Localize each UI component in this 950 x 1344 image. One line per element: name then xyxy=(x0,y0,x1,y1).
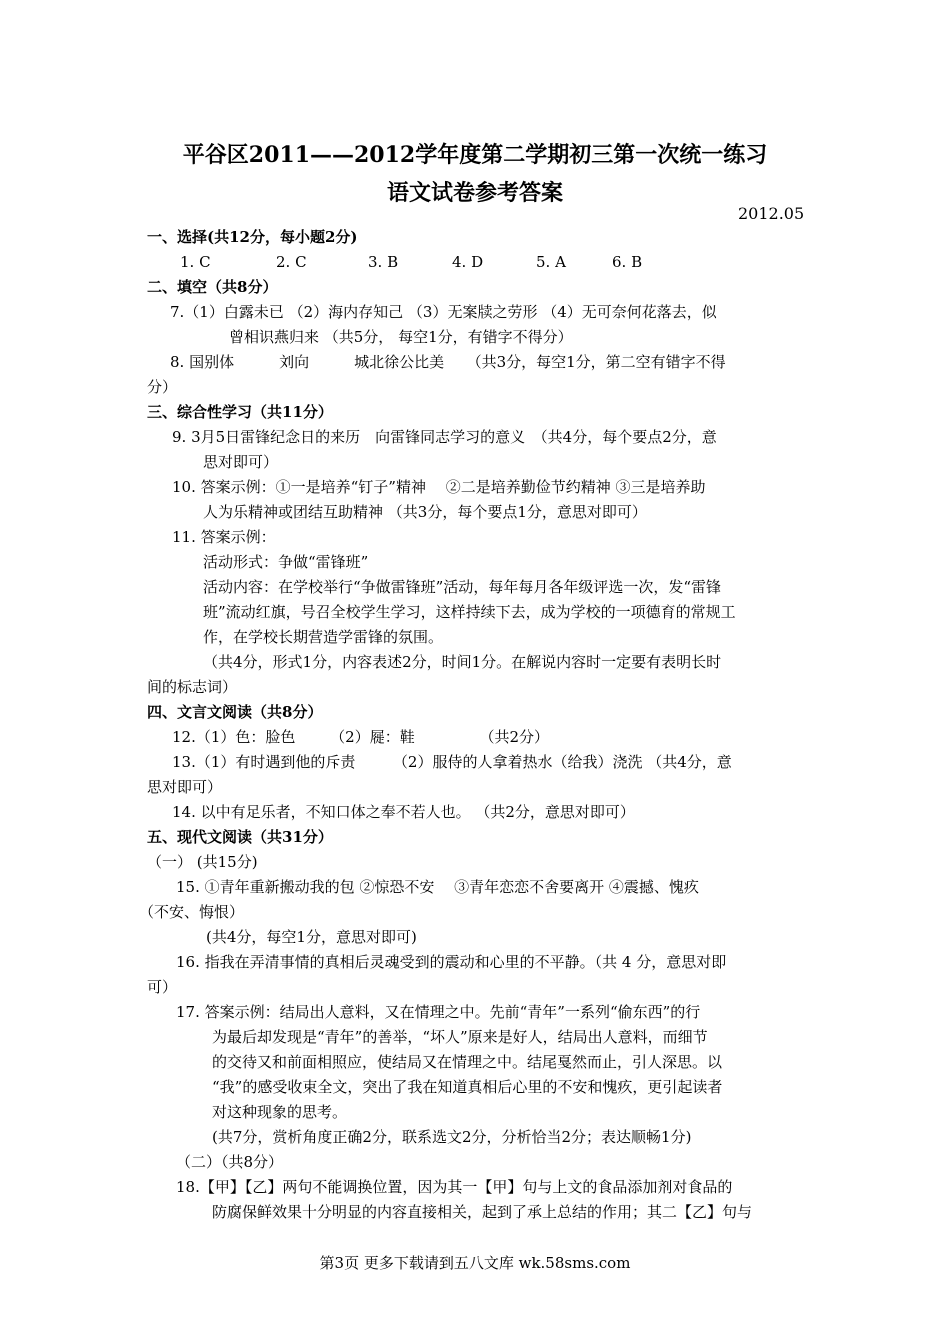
q17-line-5: 对这种现象的思考。 xyxy=(212,1103,348,1121)
q17-line-6: (共7分，赏析角度正确2分，联系选文2分，分析恰当2分；表达顺畅1分) xyxy=(212,1128,692,1146)
q11-line-1: 11. 答案示例： xyxy=(172,528,276,546)
q11-line-3: 活动内容：在学校举行“争做雷锋班”活动，每年每月各年级评选一次，发“雷锋 xyxy=(203,578,722,596)
title-line-1: 平谷区2011——2012学年度第二学期初三第一次统一练习 xyxy=(182,142,768,168)
section-4-heading: 四、文言文阅读（共8分） xyxy=(147,703,323,721)
q17-line-3: 的交待又和前面相照应，使结局又在情理之中。结尾戛然而止，引人深思。以 xyxy=(212,1053,723,1071)
q7-line-2: 曾相识燕归来 （共5分， 每空1分，有错字不得分） xyxy=(229,328,573,346)
q8-line-1: 8. 国别体 刘向 城北徐公比美 （共3分，每空1分，第二空有错字不得 xyxy=(170,353,726,371)
page-footer: 第3页 更多下载请到五八文库 wk.58sms.com xyxy=(319,1254,631,1272)
answer-4: 4. D xyxy=(452,253,484,271)
q8-line-2: 分） xyxy=(147,378,178,396)
subsection-2: （二）（共8分） xyxy=(176,1153,284,1171)
q13-line-1: 13.（1）有时遇到他的斥责 （2）服侍的人拿着热水（给我）浇洗 （共4分，意 xyxy=(172,753,732,771)
q15-line-3: (共4分，每空1分，意思对即可) xyxy=(206,928,417,946)
section-3-heading: 三、综合性学习（共11分） xyxy=(147,403,333,421)
q17-line-1: 17. 答案示例：结局出人意料，又在情理之中。先前“青年”一系列“偷东西”的行 xyxy=(176,1003,701,1021)
q13-line-2: 思对即可） xyxy=(147,778,223,796)
q17-line-2: 为最后却发现是“青年”的善举，“坏人”原来是好人，结局出人意料，而细节 xyxy=(212,1028,708,1046)
date: 2012.05 xyxy=(738,204,805,223)
answer-1: 1. C xyxy=(180,253,211,271)
q10-line-2: 人为乐精神或团结互助精神 （共3分，每个要点1分，意思对即可） xyxy=(203,503,647,521)
q11-line-6: （共4分，形式1分，内容表述2分，时间1分。在解说内容时一定要有表明长时 xyxy=(203,653,722,671)
q12: 12.（1）色：脸色 （2）屣：鞋 （共2分） xyxy=(172,728,550,746)
title-line-2: 语文试卷参考答案 xyxy=(386,180,563,206)
q17-line-4: “我”的感受收束全文，突出了我在知道真相后心里的不安和愧疚，更引起读者 xyxy=(212,1078,723,1096)
q11-line-2: 活动形式：争做“雷锋班” xyxy=(203,553,369,571)
q11-line-7: 间的标志词） xyxy=(147,678,238,696)
answer-3: 3. B xyxy=(368,253,399,271)
q9-line-2: 思对即可） xyxy=(203,453,279,471)
q10-line-1: 10. 答案示例：①一是培养“钉子”精神 ②二是培养勤俭节约精神 ③三是培养助 xyxy=(172,478,706,496)
q16-line-2: 可） xyxy=(147,978,178,996)
q9-line-1: 9. 3月5日雷锋纪念日的来历 向雷锋同志学习的意义 （共4分，每个要点2分，意 xyxy=(172,428,717,446)
section-1-heading: 一、选择(共12分，每小题2分) xyxy=(147,228,358,246)
q18-line-2: 防腐保鲜效果十分明显的内容直接相关，起到了承上总结的作用；其二【乙】句与 xyxy=(212,1203,753,1221)
q14: 14. 以中有足乐者，不知口体之奉不若人也。 （共2分，意思对即可） xyxy=(172,803,635,821)
q16-line-1: 16. 指我在弄清事情的真相后灵魂受到的震动和心里的不平静。（共 4 分，意思对即 xyxy=(176,953,727,971)
q15-line-2: （不安、悔恨） xyxy=(139,903,245,921)
section-5-heading: 五、现代文阅读（共31分） xyxy=(147,828,333,846)
q11-line-5: 作，在学校长期营造学雷锋的氛围。 xyxy=(203,628,444,646)
answer-6: 6. B xyxy=(612,253,643,271)
answer-5: 5. A xyxy=(536,253,566,271)
q15-line-1: 15. ①青年重新搬动我的包 ②惊恐不安 ③青年恋恋不舍要离开 ④震撼、愧疚 xyxy=(176,878,699,896)
subsection-1: （一） (共15分) xyxy=(147,853,258,871)
q11-line-4: 班”流动红旗，号召全校学生学习，这样持续下去，成为学校的一项德育的常规工 xyxy=(203,603,736,621)
q18-line-1: 18.【甲】【乙】两句不能调换位置，因为其一【甲】句与上文的食品添加剂对食品的 xyxy=(176,1178,733,1196)
answer-2: 2. C xyxy=(276,253,307,271)
section-2-heading: 二、填空（共8分） xyxy=(147,278,278,296)
q7-line-1: 7.（1）白露未已 （2）海内存知己 （3）无案牍之劳形 （4）无可奈何花落去，似 xyxy=(170,303,717,321)
